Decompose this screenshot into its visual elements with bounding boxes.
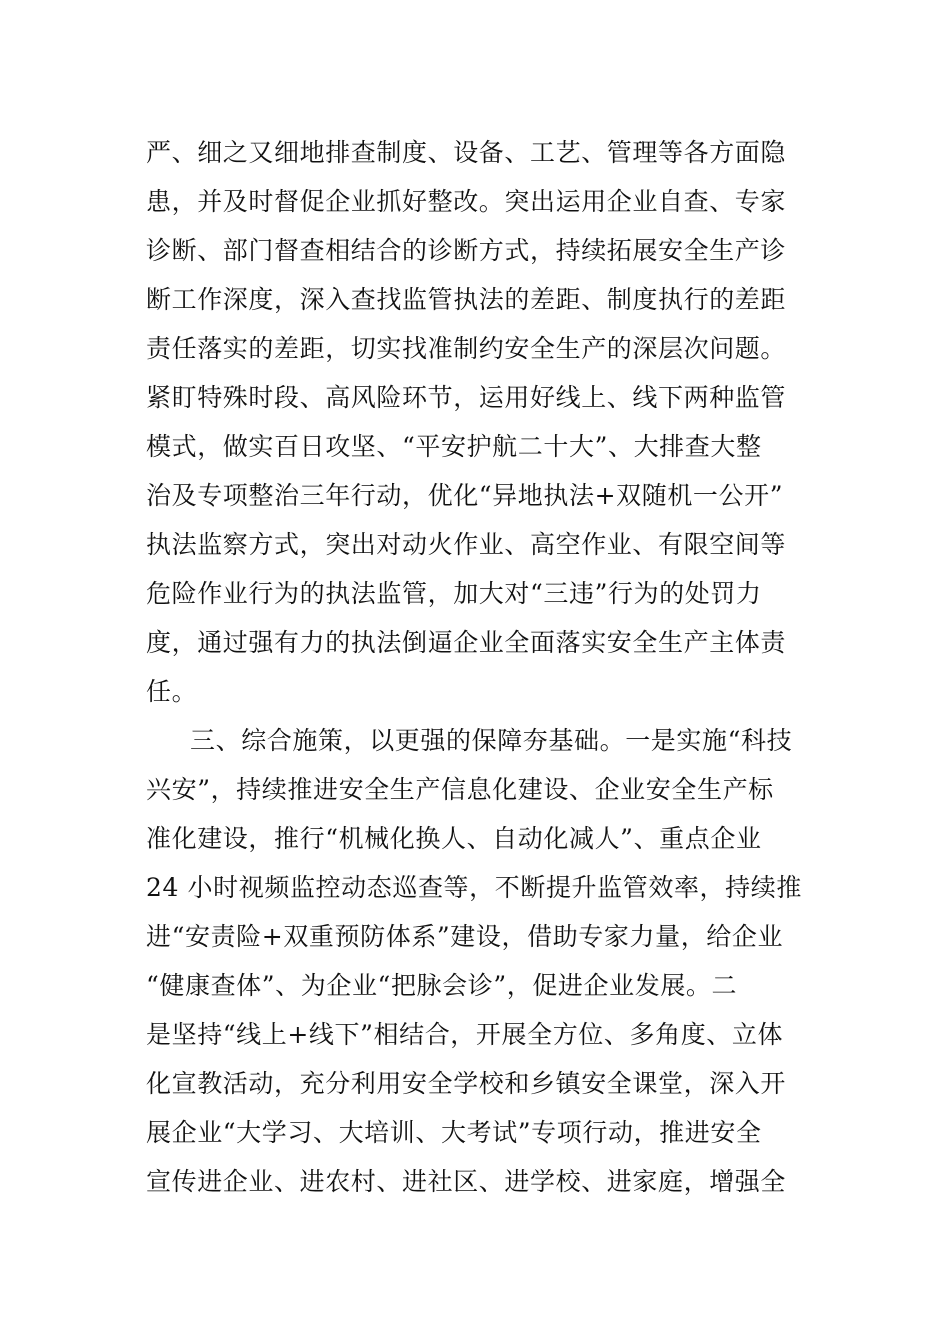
text-line: 展企业“大学习、大培训、大考试”专项行动，推进安全 (146, 1118, 762, 1147)
text-line: 度，通过强有力的执法倒逼企业全面落实安全生产主体责 (146, 628, 787, 657)
text-line: 准化建设，推行“机械化换人、自动化减人”、重点企业 (146, 824, 762, 853)
text-line: 严、细之又细地排查制度、设备、工艺、管理等各方面隐 (146, 138, 787, 167)
text-line: 是坚持“线上+线下”相结合，开展全方位、多角度、立体 (146, 1020, 784, 1049)
text-line: 任。 (146, 677, 198, 706)
text-line: 24 小时视频监控动态巡查等，不断提升监管效率，持续推 (146, 873, 802, 902)
text-line: “健康查体”、为企业“把脉会诊”，促进企业发展。二 (146, 971, 738, 1000)
text-line: 进“安责险+双重预防体系”建设，借助专家力量，给企业 (146, 922, 784, 951)
text-line: 责任落实的差距，切实找准制约安全生产的深层次问题。 (146, 334, 787, 363)
text-line: 患，并及时督促企业抓好整改。突出运用企业自查、专家 (146, 187, 787, 216)
text-line: 断工作深度，深入查找监管执法的差距、制度执行的差距 (146, 285, 787, 314)
text-line: 模式，做实百日攻坚、“平安护航二十大”、大排查大整 (146, 432, 762, 461)
text-line: 紧盯特殊时段、高风险环节，运用好线上、线下两种监管 (146, 383, 787, 412)
text-line: 兴安”，持续推进安全生产信息化建设、企业安全生产标 (146, 775, 774, 804)
section-heading-line: 三、综合施策，以更强的保障夯基础。一是实施“科技 (190, 726, 793, 755)
text-line: 化宣教活动，充分利用安全学校和乡镇安全课堂，深入开 (146, 1069, 787, 1098)
text-line: 执法监察方式，突出对动火作业、高空作业、有限空间等 (146, 530, 787, 559)
text-line: 治及专项整治三年行动，优化“异地执法+双随机一公开” (146, 481, 784, 510)
text-line: 宣传进企业、进农村、进社区、进学校、进家庭，增强全 (146, 1167, 787, 1196)
text-line: 危险作业行为的执法监管，加大对“三违”行为的处罚力 (146, 579, 762, 608)
text-line: 诊断、部门督查相结合的诊断方式，持续拓展安全生产诊 (146, 236, 787, 265)
